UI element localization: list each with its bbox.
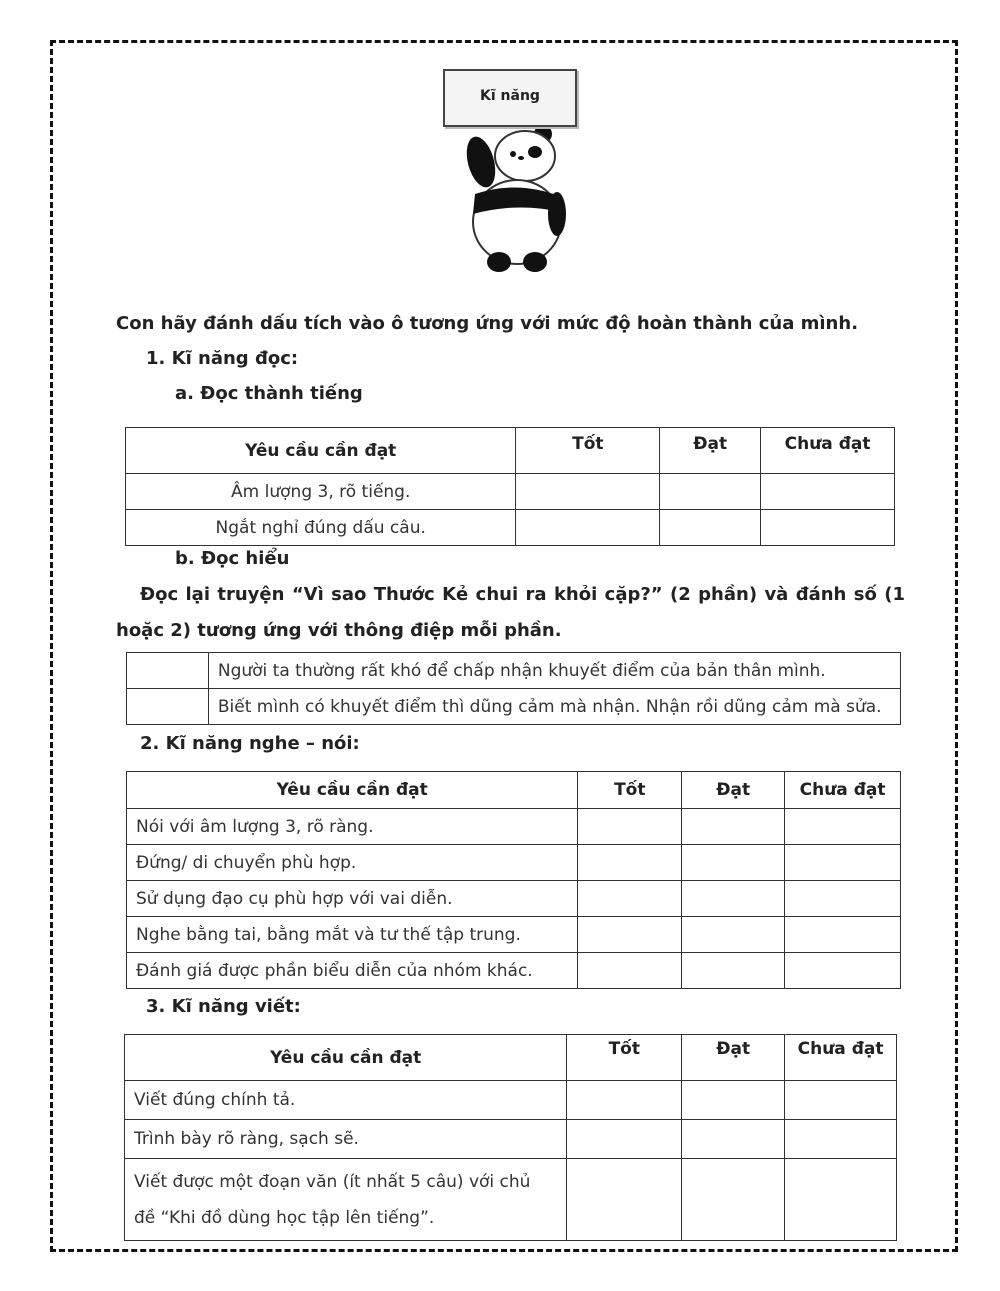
checkbox-cell-not-pass[interactable] <box>785 809 901 845</box>
checkbox-cell-pass[interactable] <box>682 1081 785 1120</box>
checkbox-cell-pass[interactable] <box>660 510 761 546</box>
message-cell: Biết mình có khuyết điểm thì dũng cảm mà nhận. Nhận rồi dũng cảm mà sửa. <box>208 689 900 725</box>
checkbox-cell-good[interactable] <box>578 845 682 881</box>
requirement-cell: Ngắt nghỉ đúng dấu câu. <box>126 510 516 546</box>
checkbox-cell-pass[interactable] <box>682 1120 785 1159</box>
header-not-pass: Chưa đạt <box>785 772 901 809</box>
writing-table <box>124 1034 897 1241</box>
number-input-cell[interactable] <box>127 653 209 689</box>
header-good: Tốt <box>516 428 660 474</box>
header-requirement: Yêu cầu cần đạt <box>126 428 516 474</box>
listening-speaking-table <box>126 771 901 989</box>
requirement-cell: Nói với âm lượng 3, rõ ràng. <box>127 809 578 845</box>
requirement-cell: Đứng/ di chuyển phù hợp. <box>127 845 578 881</box>
checkbox-cell-not-pass[interactable] <box>785 1081 897 1120</box>
checkbox-cell-pass[interactable] <box>682 845 785 881</box>
section2-title: 2. Kĩ năng nghe – nói: <box>140 733 360 754</box>
reading-paragraph-line1: Đọc lại truyện “Vì sao Thước Kẻ chui ra khỏi cặp?” (2 phần) và đánh số (1 <box>140 584 905 605</box>
checkbox-cell-pass[interactable] <box>682 1159 785 1241</box>
checkbox-cell-pass[interactable] <box>660 474 761 510</box>
header-good: Tốt <box>578 772 682 809</box>
messages-table <box>126 652 901 725</box>
number-input-cell[interactable] <box>127 689 209 725</box>
checkbox-cell-not-pass[interactable] <box>761 474 895 510</box>
checkbox-cell-good[interactable] <box>567 1081 682 1120</box>
requirement-line-2: đề “Khi đồ dùng học tập lên tiếng”. <box>134 1207 435 1228</box>
checkbox-cell-not-pass[interactable] <box>785 1120 897 1159</box>
requirement-cell: Viết đúng chính tả. <box>125 1081 567 1120</box>
requirement-cell: Đánh giá được phần biểu diễn của nhóm khác. <box>127 953 578 989</box>
requirement-cell: Nghe bằng tai, bằng mắt và tư thế tập trung. <box>127 917 578 953</box>
header-pass: Đạt <box>682 1035 785 1081</box>
checkbox-cell-not-pass[interactable] <box>785 917 901 953</box>
checkbox-cell-not-pass[interactable] <box>785 953 901 989</box>
header-requirement: Yêu cầu cần đạt <box>127 772 578 809</box>
requirement-cell: Âm lượng 3, rõ tiếng. <box>126 474 516 510</box>
instruction-text: Con hãy đánh dấu tích vào ô tương ứng với mức độ hoàn thành của mình. <box>116 313 859 334</box>
header-requirement: Yêu cầu cần đạt <box>125 1035 567 1081</box>
checkbox-cell-not-pass[interactable] <box>785 845 901 881</box>
section3-title: 3. Kĩ năng viết: <box>146 996 301 1017</box>
header-pass: Đạt <box>660 428 761 474</box>
reading-paragraph-line2: hoặc 2) tương ứng với thông điệp mỗi phần. <box>116 620 562 641</box>
requirement-line-1: Viết được một đoạn văn (ít nhất 5 câu) với chủ <box>134 1171 531 1192</box>
header-good: Tốt <box>567 1035 682 1081</box>
checkbox-cell-pass[interactable] <box>682 953 785 989</box>
section1-sub-a: a. Đọc thành tiếng <box>175 383 363 404</box>
checkbox-cell-pass[interactable] <box>682 881 785 917</box>
reading-aloud-table <box>125 427 895 546</box>
checkbox-cell-good[interactable] <box>567 1159 682 1241</box>
section1-title: 1. Kĩ năng đọc: <box>146 348 299 369</box>
header-pass: Đạt <box>682 772 785 809</box>
checkbox-cell-good[interactable] <box>578 881 682 917</box>
message-cell: Người ta thường rất khó để chấp nhận khuyết điểm của bản thân mình. <box>208 653 900 689</box>
checkbox-cell-not-pass[interactable] <box>761 510 895 546</box>
checkbox-cell-good[interactable] <box>578 953 682 989</box>
checkbox-cell-not-pass[interactable] <box>785 881 901 917</box>
header-not-pass: Chưa đạt <box>761 428 895 474</box>
checkbox-cell-good[interactable] <box>578 809 682 845</box>
sign-label: Kĩ năng <box>480 88 540 104</box>
requirement-cell: Sử dụng đạo cụ phù hợp với vai diễn. <box>127 881 578 917</box>
checkbox-cell-not-pass[interactable] <box>785 1159 897 1241</box>
checkbox-cell-good[interactable] <box>516 510 660 546</box>
requirement-cell <box>125 1159 567 1241</box>
skill-sign <box>443 69 577 127</box>
checkbox-cell-good[interactable] <box>567 1120 682 1159</box>
header-not-pass: Chưa đạt <box>785 1035 897 1081</box>
checkbox-cell-pass[interactable] <box>682 809 785 845</box>
checkbox-cell-good[interactable] <box>516 474 660 510</box>
checkbox-cell-pass[interactable] <box>682 917 785 953</box>
section1-sub-b: b. Đọc hiểu <box>175 548 290 569</box>
checkbox-cell-good[interactable] <box>578 917 682 953</box>
requirement-cell: Trình bày rõ ràng, sạch sẽ. <box>125 1120 567 1159</box>
